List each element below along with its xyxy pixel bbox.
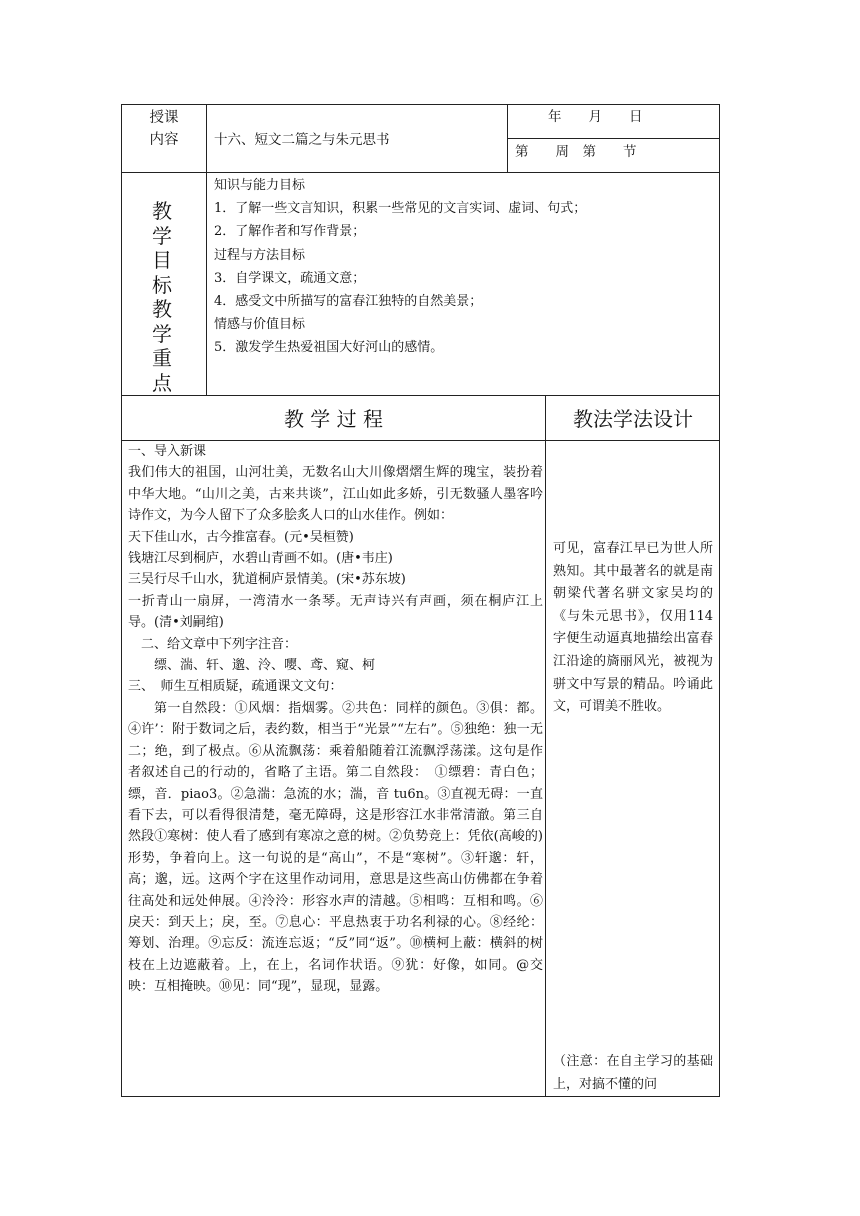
poem-line: 三吴行尽千山水，犹道桐庐景情美。(宋•苏东坡) bbox=[128, 572, 406, 588]
objective-heading: 过程与方法目标 bbox=[214, 247, 306, 263]
objective-item: 2．了解作者和写作背景； bbox=[214, 224, 366, 240]
objective-item: 1．了解一些文言知识，积累一些常见的文言实词、虚词、句式； bbox=[214, 201, 587, 217]
objective-heading: 知识与能力目标 bbox=[214, 178, 306, 193]
side-note-text: （注意：在自主学习的基础上，对搞不懂的问 bbox=[553, 1054, 713, 1092]
section-heading: 三、 师生互相质疑，疏通课文文句： bbox=[128, 679, 343, 695]
poem-line: 一折青山一扇屏，一湾清水一条琴。无声诗兴有声画，须在桐庐江上导。(清•刘嗣绾) bbox=[128, 593, 543, 631]
course-label: 授课 内容 bbox=[149, 110, 179, 148]
side-note-2 bbox=[553, 1051, 713, 1096]
objectives-divider bbox=[206, 172, 207, 396]
process-content bbox=[128, 441, 543, 998]
pronunciation-chars: 缥、湍、轩、邈、泠、嘤、鸢、窥、柯 bbox=[154, 658, 376, 674]
annotation-paragraph: 第一自然段：①风烟：指烟雾。②共色：同样的颜色。③俱：都。④许’：附于数词之后，表约数，相当于“光景”“左右”。⑤独绝：独一无二；绝，到了极点。⑥从流飘荡：乘着船随着江流飘浮荡漾。这句是作者叙述自己的行动的，省略了主语。第二自然段： ①缥碧：青白色；缥，音．piao3。②急湍：急流的水；湍，音 tu6n。③直视无碍：一直看下去，可以看得很清楚，毫无障碍，这是形容江水非常清澈。第三自然段①寒树：使人看了感到有寒凉之意的树。②负势竞上：凭依(高峻的)形势，争着向上。这一句说的是“高山”，不是“寒树”。③轩邈：轩，高；邈，远。这两个字在这里作动词用，意思是这些高山仿佛都在争着往高处和远处伸展。④泠泠：形容水声的清越。⑤相鸣：互相和鸣。⑥戾天：到天上；戾，至。⑦息心：平息热衷于功名利禄的心。⑧经纶：筹划、治理。⑨忘反：流连忘返；“反”同“返”。⑩横柯上蔽：横斜的树枝在上边遮蔽着。上，在上，名词作状语。⑨犹：好像，如同。@交映：互相掩映。⑩见：同“现”，显现，显露。 bbox=[128, 700, 543, 995]
course-title: 十六、短文二篇之与朱元思书 bbox=[214, 132, 390, 148]
poem-line: 天下佳山水，古今推富春。(元•吴桓赞) bbox=[128, 529, 354, 545]
side-note-1 bbox=[553, 538, 713, 719]
header-divider-label bbox=[206, 104, 207, 173]
objective-heading: 情感与价值目标 bbox=[214, 317, 306, 333]
section-heading: 一、导入新课 bbox=[128, 444, 207, 459]
objectives-label: 教学目标教学重点 bbox=[152, 199, 172, 395]
poem-line: 钱塘江尽到桐庐，水碧山青画不如。(唐•韦庄) bbox=[128, 551, 393, 567]
period-line: 第 周 第 节 bbox=[515, 144, 637, 160]
section-heading: 二、给文章中下列字注音： bbox=[141, 636, 298, 652]
header-divider-row bbox=[507, 138, 720, 139]
side-note-text: 可见，富春江早已为世人所熟知。其中最著名的就是南朝梁代著名骈文家吴均的《与朱元思书》，仅用114字便生动逼真地描绘出富春江沿途的旖丽风光，被视为骈文中写景的精品。吟诵此文，可谓美不胜收。 bbox=[553, 541, 713, 715]
intro-paragraph: 我们伟大的祖国，山河壮美，无数名山大川像熠熠生辉的瑰宝，装扮着中华大地。“山川之美，古来共谈”，江山如此多娇，引无数骚人墨客吟诗作文，为今人留下了众多脍炙人口的山水佳作。例如： bbox=[128, 465, 543, 524]
objective-item: 5．激发学生热爱祖国大好河山的感情。 bbox=[214, 340, 444, 356]
objective-item: 4．感受文中所描写的富春江独特的自然美景； bbox=[214, 294, 483, 310]
process-header-right: 教法学法设计 bbox=[573, 407, 693, 431]
objectives-list bbox=[214, 174, 586, 360]
process-header-left: 教 学 过 程 bbox=[283, 407, 384, 431]
date-line: 年 月 日 bbox=[548, 109, 643, 125]
objective-item: 3．自学课文，疏通文意； bbox=[214, 270, 366, 286]
process-column-divider bbox=[545, 395, 546, 1097]
